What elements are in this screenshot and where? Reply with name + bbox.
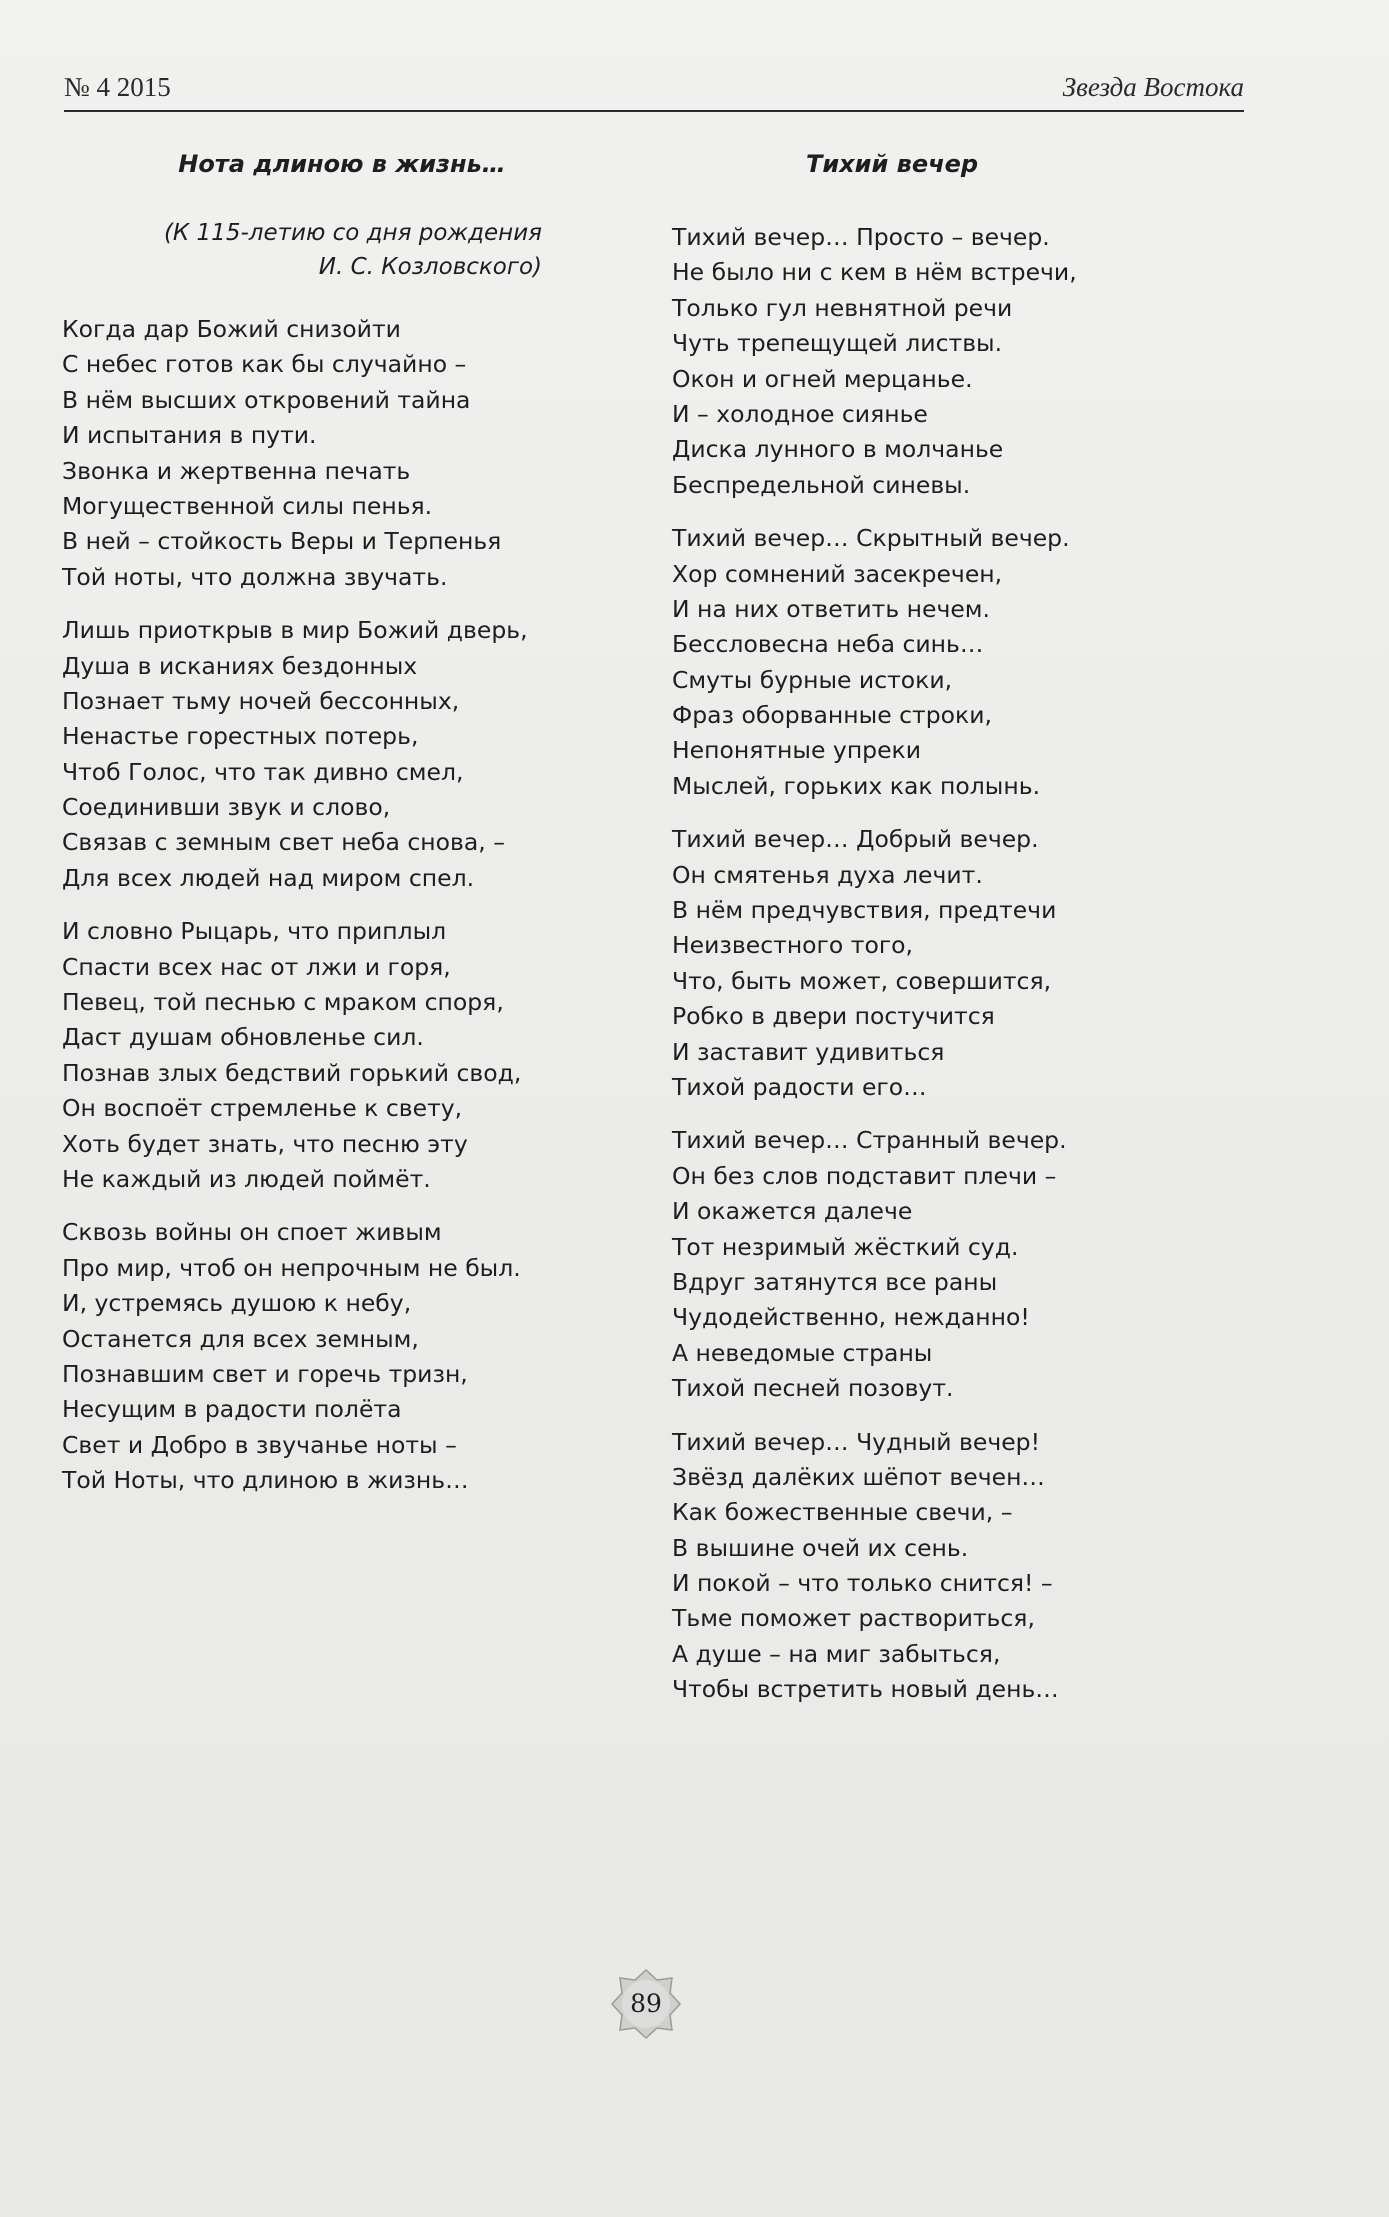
poem-line: Тихий вечер… Скрытный вечер. [672,524,1070,553]
poem-title: Тихий вечер [805,150,979,178]
poem-body [62,312,662,1499]
poem-line: Непонятные упреки [672,736,922,765]
poem-line: Чуть трепещущей листвы. [672,329,1003,358]
poem-line: Окон и огней мерцанье. [672,364,973,393]
poem-line: Могущественной силы пенья. [62,491,433,520]
poem-line: Душа в исканиях бездонных [62,651,418,680]
stanza [672,220,1192,503]
poem-line: Той ноты, что должна звучать. [62,562,448,591]
poem-line: И словно Рыцарь, что приплыл [62,917,447,946]
poem-line: А неведомые страны [672,1338,933,1367]
stanza [672,1123,1192,1406]
poem-line: Он без слов подставит плечи – [672,1161,1057,1190]
poem-line: Смуты бурные истоки, [672,665,953,694]
poem-line: Сквозь войны он споет живым [62,1218,442,1247]
poem-line: Только гул невнятной речи [672,293,1013,322]
poem-line: Хор сомнений засекречен, [672,559,1003,588]
poem-line: Тихой радости его… [672,1072,927,1101]
poem-line: Той Ноты, что длиною в жизнь… [62,1466,469,1495]
poem-line: Связав с земным свет неба снова, – [62,828,505,857]
poem-line: Мыслей, горьких как полынь. [672,771,1041,800]
poem-line: Чудодейственно, нежданно! [672,1303,1030,1332]
page-number-badge [610,1968,682,2040]
stanza [62,312,662,595]
poem-line: Не было ни с кем в нём встречи, [672,258,1077,287]
page-number: 89 [630,1989,662,2018]
poem-line: Он воспоёт стремленье к свету, [62,1094,463,1123]
poem-line: Ненастье горестных потерь, [62,722,419,751]
stanza [672,822,1192,1105]
poem-line: Звонка и жертвенна печать [62,456,411,485]
poem-line: И на них ответить нечем. [672,594,991,623]
poem-line: С небес готов как бы случайно – [62,350,467,379]
poem-line: Тихой песней позовут. [672,1374,954,1403]
poem-line: Когда дар Божий снизойти [62,315,401,343]
poem-line: Тьме поможет раствориться, [672,1604,1035,1633]
stanza [672,1425,1192,1708]
poem-line: Фраз оборванные строки, [672,701,992,730]
poem-line: И окажется далече [672,1197,913,1226]
poem-line: Вдруг затянутся все раны [672,1267,998,1296]
poem-line: Не каждый из людей поймёт. [62,1164,431,1193]
poem-line: И заставит удивиться [672,1037,945,1066]
poem-line: И покой – что только снится! – [672,1569,1053,1598]
poem-line: Даст душам обновленье сил. [62,1023,424,1052]
poem-line: Неизвестного того, [672,931,914,960]
stanza [672,521,1192,804]
poem-line: Познав злых бедствий горький свод, [62,1058,522,1087]
dedication-line: И. С. Козловского) [318,254,542,280]
poem-line: Тихий вечер… Чудный вечер! [672,1427,1041,1456]
stanza [62,914,662,1197]
poem-line: Хоть будет знать, что песню эту [62,1129,468,1158]
dedication-line: (К 115-летию со дня рождения [163,220,542,246]
poem-line: Свет и Добро в звучанье ноты – [62,1430,457,1459]
poem-body [672,220,1192,1708]
poem-line: Познавшим свет и горечь тризн, [62,1359,468,1388]
stanza [62,613,662,896]
poem-line: И – холодное сиянье [672,399,928,428]
stanza [62,1215,662,1498]
poem-line: Как божественные свечи, – [672,1498,1013,1527]
poem-line: Тихий вечер… Просто – вечер. [672,223,1050,251]
poem-line: И испытания в пути. [62,421,317,450]
left-poem [62,146,662,1517]
poem-line: В вышине очей их сень. [672,1533,969,1562]
poem-line: Чтоб Голос, что так дивно смел, [62,757,464,786]
poem-line: И, устремясь душою к небу, [62,1289,412,1318]
journal-title: Звезда Востока [1062,72,1244,102]
right-poem [672,146,1192,1726]
poem-line: Познает тьму ночей бессонных, [62,686,460,715]
poem-line: Для всех людей над миром спел. [62,863,475,892]
poem-line: Что, быть может, совершится, [672,966,1052,995]
poem-line: Тихий вечер… Странный вечер. [672,1126,1067,1155]
poem-line: В нём высших откровений тайна [62,385,471,414]
poem-line: Певец, той песнью с мраком споря, [62,988,504,1017]
poem-line: Останется для всех земным, [62,1324,419,1353]
poem-line: Бессловесна неба синь… [672,630,984,659]
poem-line: Лишь приоткрыв в мир Божий дверь, [62,616,528,645]
poem-line: Он смятенья духа лечит. [672,860,983,889]
poem-line: Тот незримый жёсткий суд. [672,1232,1019,1261]
poem-line: Беспредельной синевы. [672,470,971,499]
poem-line: Соединивши звук и слово, [62,793,391,822]
poem-line: В нём предчувствия, предтечи [672,896,1057,925]
poem-line: Несущим в радости полёта [62,1395,402,1424]
poem-line: Диска лунного в молчанье [672,435,1004,464]
poem-line: В ней – стойкость Веры и Терпенья [62,527,502,556]
running-header [64,66,1244,112]
poem-line: Тихий вечер… Добрый вечер. [672,825,1039,854]
poem-line: Спасти всех нас от лжи и горя, [62,952,451,981]
poem-line: Про мир, чтоб он непрочным не был. [62,1253,521,1282]
poem-dedication [62,216,542,284]
poem-line: А душе – на миг забыться, [672,1639,1001,1668]
poem-line: Чтобы встретить новый день… [672,1675,1059,1704]
issue-number: № 4 2015 [64,72,171,102]
poem-title: Нота длиною в жизнь… [178,150,506,178]
poem-line: Робко в двери постучится [672,1002,995,1031]
poem-line: Звёзд далёких шёпот вечен… [672,1462,1045,1491]
